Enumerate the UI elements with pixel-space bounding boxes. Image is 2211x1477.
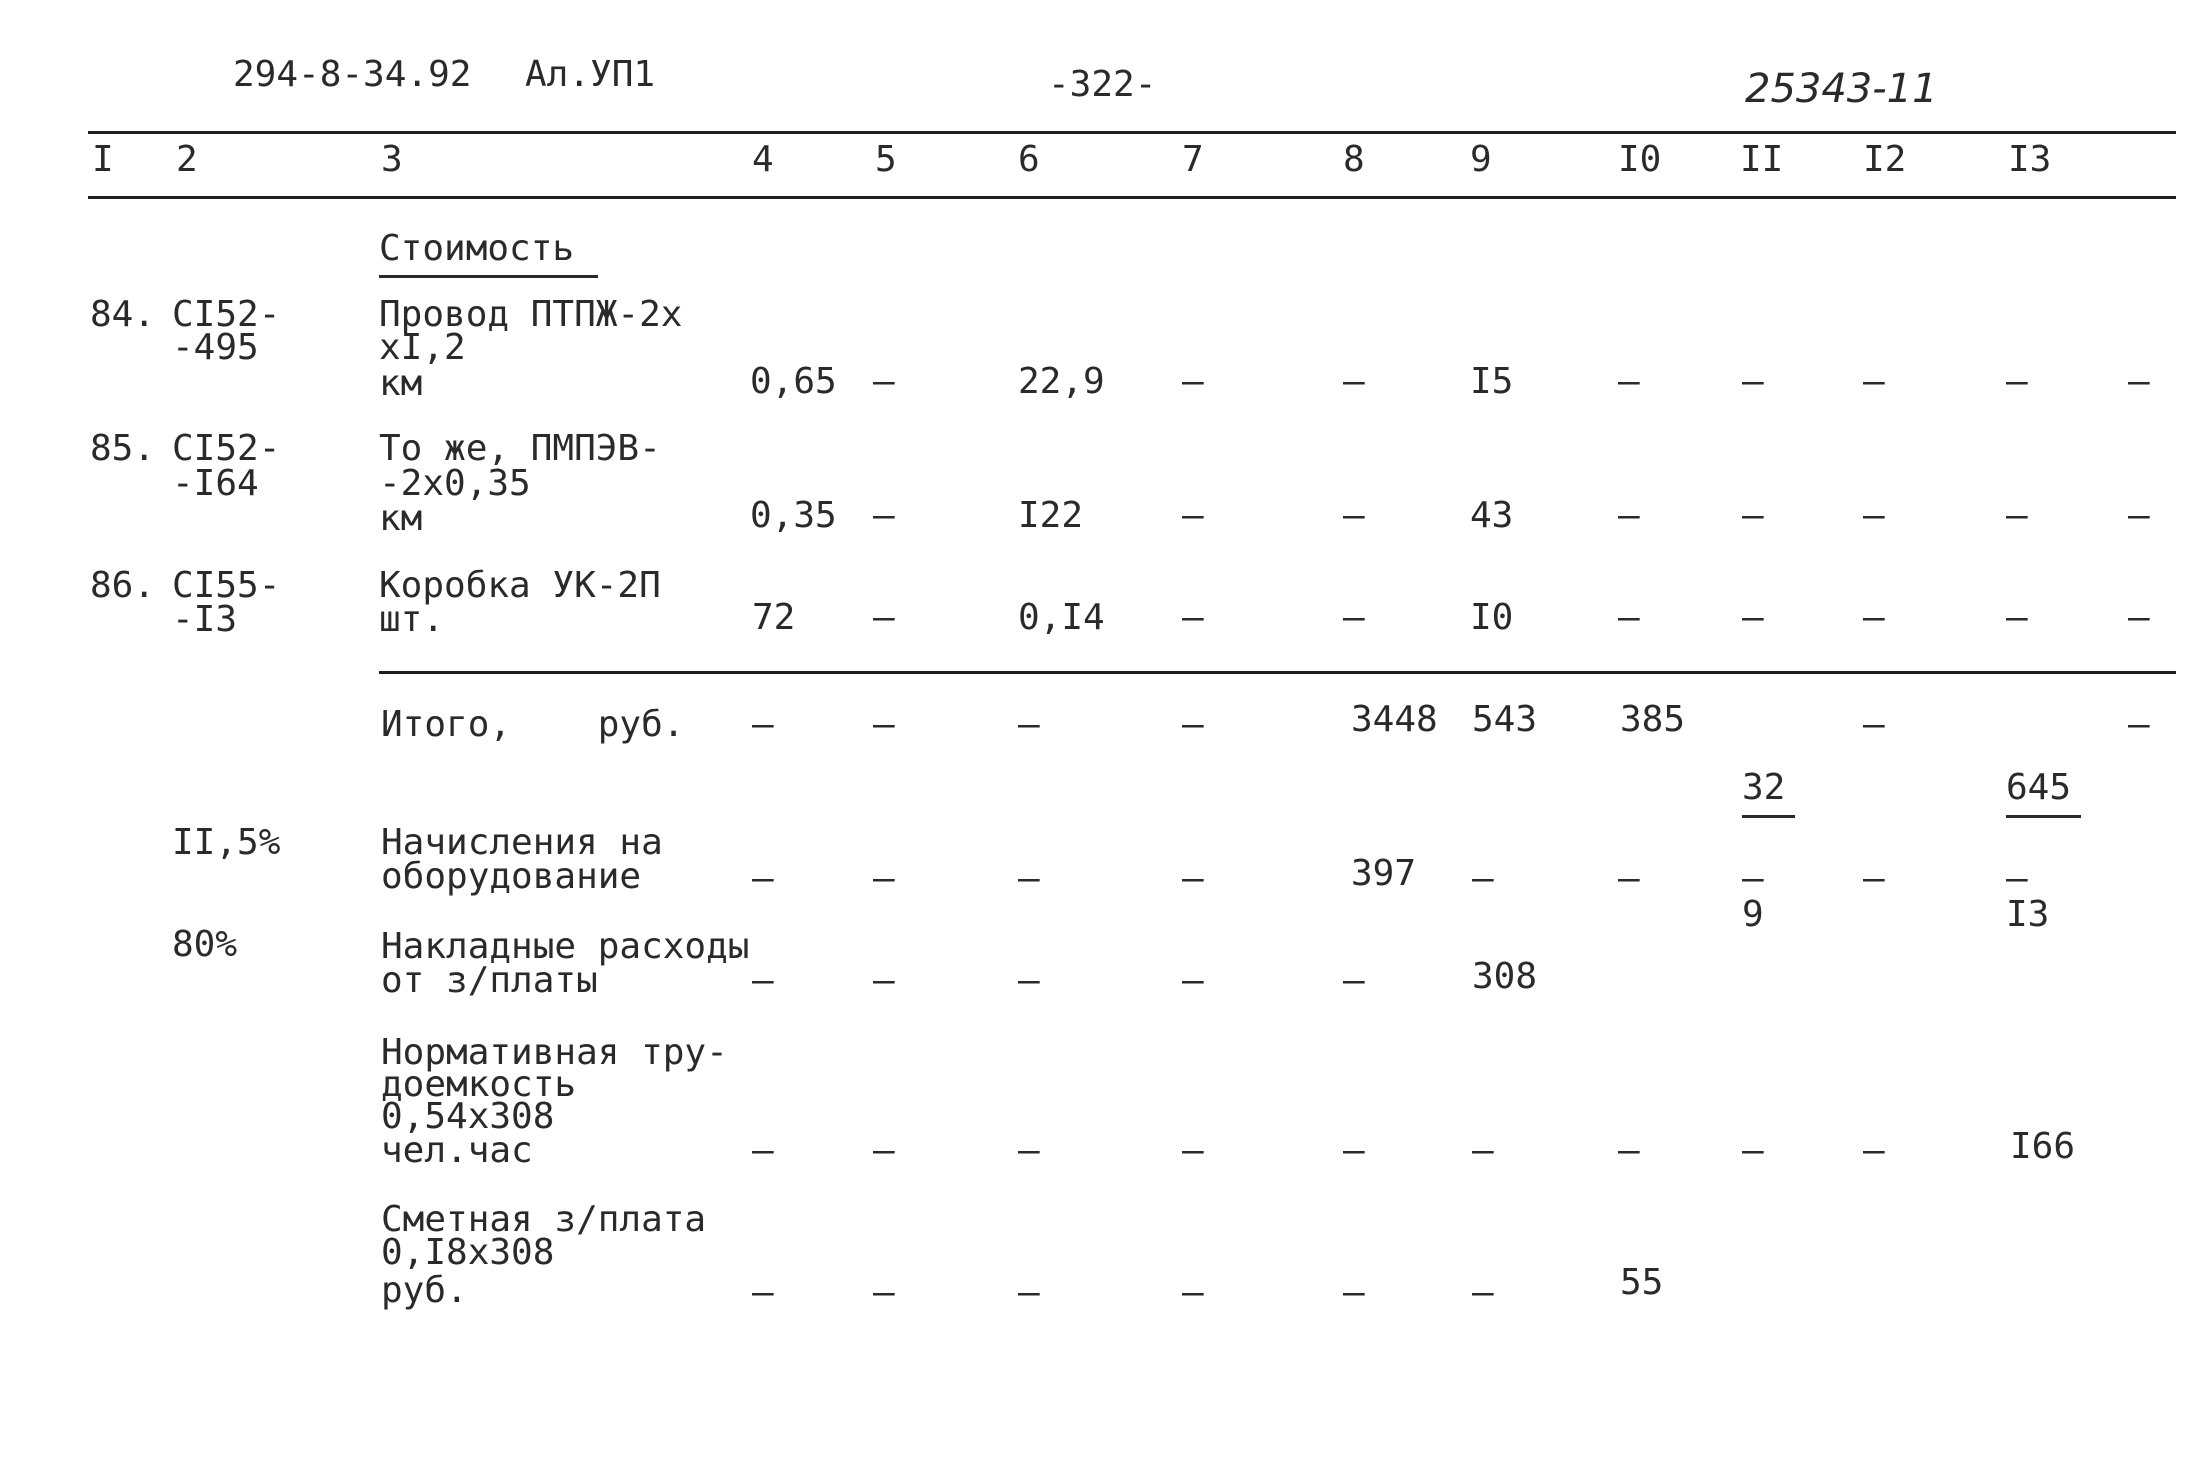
row-84-code-1: CI52-	[172, 294, 281, 335]
labor-c8: –	[1343, 1130, 1365, 1171]
row-84-c10: –	[1618, 361, 1640, 402]
row-86-c9: I0	[1470, 597, 1514, 638]
equipment-c12: –	[1863, 858, 1885, 899]
row-86-c11: –	[1742, 597, 1764, 638]
col-2-label: 2	[176, 139, 198, 180]
row-86-c8: –	[1343, 597, 1365, 638]
overhead-rate: 80%	[172, 924, 238, 965]
wages-c6: –	[1018, 1272, 1040, 1313]
row-86-desc-1: Коробка УК-2П	[379, 565, 661, 606]
total-c14: –	[2128, 704, 2150, 745]
labor-c6: –	[1018, 1130, 1040, 1171]
total-c10: 385	[1620, 699, 1686, 740]
equipment-c13: –	[2006, 858, 2028, 899]
row-84-c14: –	[2128, 361, 2150, 402]
wages-desc-3: руб.	[381, 1270, 468, 1311]
total-c9: 543	[1472, 699, 1538, 740]
labor-c13: I66	[2010, 1126, 2076, 1167]
col-10-label: I0	[1618, 139, 1662, 180]
page-number: -322-	[1048, 64, 1157, 105]
overhead-c9: 308	[1472, 956, 1538, 997]
album-label: Ал.УП1	[525, 54, 656, 95]
row-85-desc-3: км	[379, 498, 423, 539]
wages-c7: –	[1182, 1272, 1204, 1313]
labor-c12: –	[1863, 1130, 1885, 1171]
row-84-number: 84.	[90, 294, 156, 335]
row-86-c13: –	[2006, 597, 2028, 638]
col-1-label: I	[92, 139, 114, 180]
total-c12: –	[1863, 704, 1885, 745]
wages-c8: –	[1343, 1272, 1365, 1313]
row-85-c5: –	[873, 495, 895, 536]
row-86-c6: 0,I4	[1018, 597, 1105, 638]
header-rule-top	[88, 131, 2176, 134]
col-5-label: 5	[875, 139, 897, 180]
equipment-c9: –	[1472, 858, 1494, 899]
row-86-code-1: CI55-	[172, 565, 281, 606]
equipment-c6: –	[1018, 858, 1040, 899]
row-85-c12: –	[1863, 495, 1885, 536]
equipment-c5: –	[873, 858, 895, 899]
row-84-code-2: -495	[172, 327, 259, 368]
labor-desc-1: Нормативная тру-	[381, 1032, 728, 1073]
labor-c4: –	[752, 1130, 774, 1171]
col-9-label: 9	[1470, 139, 1492, 180]
doc-code: 294-8-34.92	[233, 54, 472, 95]
total-c11-fraction	[1742, 703, 1795, 966]
row-84-c4: 0,65	[750, 361, 837, 402]
labor-c9: –	[1472, 1130, 1494, 1171]
row-84-c13: –	[2006, 361, 2028, 402]
row-84-c8: –	[1343, 361, 1365, 402]
row-85-code-2: -I64	[172, 463, 259, 504]
overhead-desc-1: Накладные расходы	[381, 926, 750, 967]
wages-c5: –	[873, 1272, 895, 1313]
row-85-c13: –	[2006, 495, 2028, 536]
row-85-desc-2: -2х0,35	[379, 463, 531, 504]
equipment-rate: II,5%	[172, 822, 281, 863]
overhead-c8: –	[1343, 960, 1365, 1001]
labor-desc-2: доемкость	[381, 1064, 577, 1105]
row-85-c14: –	[2128, 495, 2150, 536]
total-c13-fraction	[2006, 703, 2081, 966]
row-86-c14: –	[2128, 597, 2150, 638]
col-7-label: 7	[1182, 139, 1204, 180]
col-4-label: 4	[752, 139, 774, 180]
row-85-c7: –	[1182, 495, 1204, 536]
header-rule-bottom	[88, 196, 2176, 199]
wages-c10: 55	[1620, 1262, 1664, 1303]
row-86-c7: –	[1182, 597, 1204, 638]
equipment-c7: –	[1182, 858, 1204, 899]
labor-c5: –	[873, 1130, 895, 1171]
row-85-c6: I22	[1018, 495, 1084, 536]
total-rule	[379, 671, 2176, 674]
col-11-label: II	[1740, 139, 1784, 180]
col-3-label: 3	[381, 139, 403, 180]
total-c6: –	[1018, 704, 1040, 745]
overhead-desc-2: от з/платы	[381, 960, 598, 1001]
row-85-c11: –	[1742, 495, 1764, 536]
col-8-label: 8	[1343, 139, 1365, 180]
handwritten-number: 25343-11	[1745, 66, 1938, 112]
wages-c9: –	[1472, 1272, 1494, 1313]
col-6-label: 6	[1018, 139, 1040, 180]
row-84-c7: –	[1182, 361, 1204, 402]
equipment-desc-1: Начисления на	[381, 822, 663, 863]
equipment-desc-2: оборудование	[381, 856, 642, 897]
row-84-c5: –	[873, 361, 895, 402]
section-title: Стоимость	[379, 232, 598, 266]
col-13-label: I3	[2008, 139, 2052, 180]
total-c4: –	[752, 704, 774, 745]
total-c7: –	[1182, 704, 1204, 745]
row-85-code-1: CI52-	[172, 428, 281, 469]
row-85-c10: –	[1618, 495, 1640, 536]
row-86-c12: –	[1863, 597, 1885, 638]
row-84-desc-1: Провод ПТПЖ-2х	[379, 294, 683, 335]
row-86-code-2: -I3	[172, 599, 238, 640]
labor-c7: –	[1182, 1130, 1204, 1171]
row-86-c5: –	[873, 597, 895, 638]
total-label: Итого, руб.	[381, 704, 685, 745]
labor-desc-4: чел.час	[381, 1130, 533, 1171]
wages-c4: –	[752, 1272, 774, 1313]
equipment-c4: –	[752, 858, 774, 899]
row-86-desc-2: шт.	[379, 599, 445, 640]
total-c13-denominator: I3	[2006, 894, 2050, 935]
wages-desc-1: Сметная з/плата	[381, 1199, 707, 1240]
overhead-c4: –	[752, 960, 774, 1001]
total-c13-numerator: 645	[2006, 771, 2081, 818]
labor-c10: –	[1618, 1130, 1640, 1171]
equipment-c10: –	[1618, 858, 1640, 899]
row-85-number: 85.	[90, 428, 156, 469]
row-85-c9: 43	[1470, 495, 1514, 536]
labor-desc-3: 0,54х308	[381, 1096, 555, 1137]
row-85-c8: –	[1343, 495, 1365, 536]
wages-desc-2: 0,I8х308	[381, 1232, 555, 1273]
equipment-c8: 397	[1351, 853, 1417, 894]
row-84-c12: –	[1863, 361, 1885, 402]
row-86-c4: 72	[752, 597, 796, 638]
total-c11-numerator: 32	[1742, 771, 1795, 818]
equipment-c11: –	[1742, 858, 1764, 899]
overhead-c6: –	[1018, 960, 1040, 1001]
labor-c11: –	[1742, 1130, 1764, 1171]
total-c8: 3448	[1351, 699, 1438, 740]
row-86-c10: –	[1618, 597, 1640, 638]
row-84-c6: 22,9	[1018, 361, 1105, 402]
row-84-desc-2: хI,2	[379, 327, 466, 368]
row-84-c11: –	[1742, 361, 1764, 402]
col-12-label: I2	[1863, 139, 1907, 180]
row-84-desc-3: км	[379, 363, 423, 404]
row-85-c4: 0,35	[750, 495, 837, 536]
row-86-number: 86.	[90, 565, 156, 606]
overhead-c7: –	[1182, 960, 1204, 1001]
row-84-c9: I5	[1470, 361, 1514, 402]
overhead-c5: –	[873, 960, 895, 1001]
total-c11-denominator: 9	[1742, 894, 1764, 935]
row-85-desc-1: То же, ПМПЭВ-	[379, 428, 661, 469]
total-c5: –	[873, 704, 895, 745]
